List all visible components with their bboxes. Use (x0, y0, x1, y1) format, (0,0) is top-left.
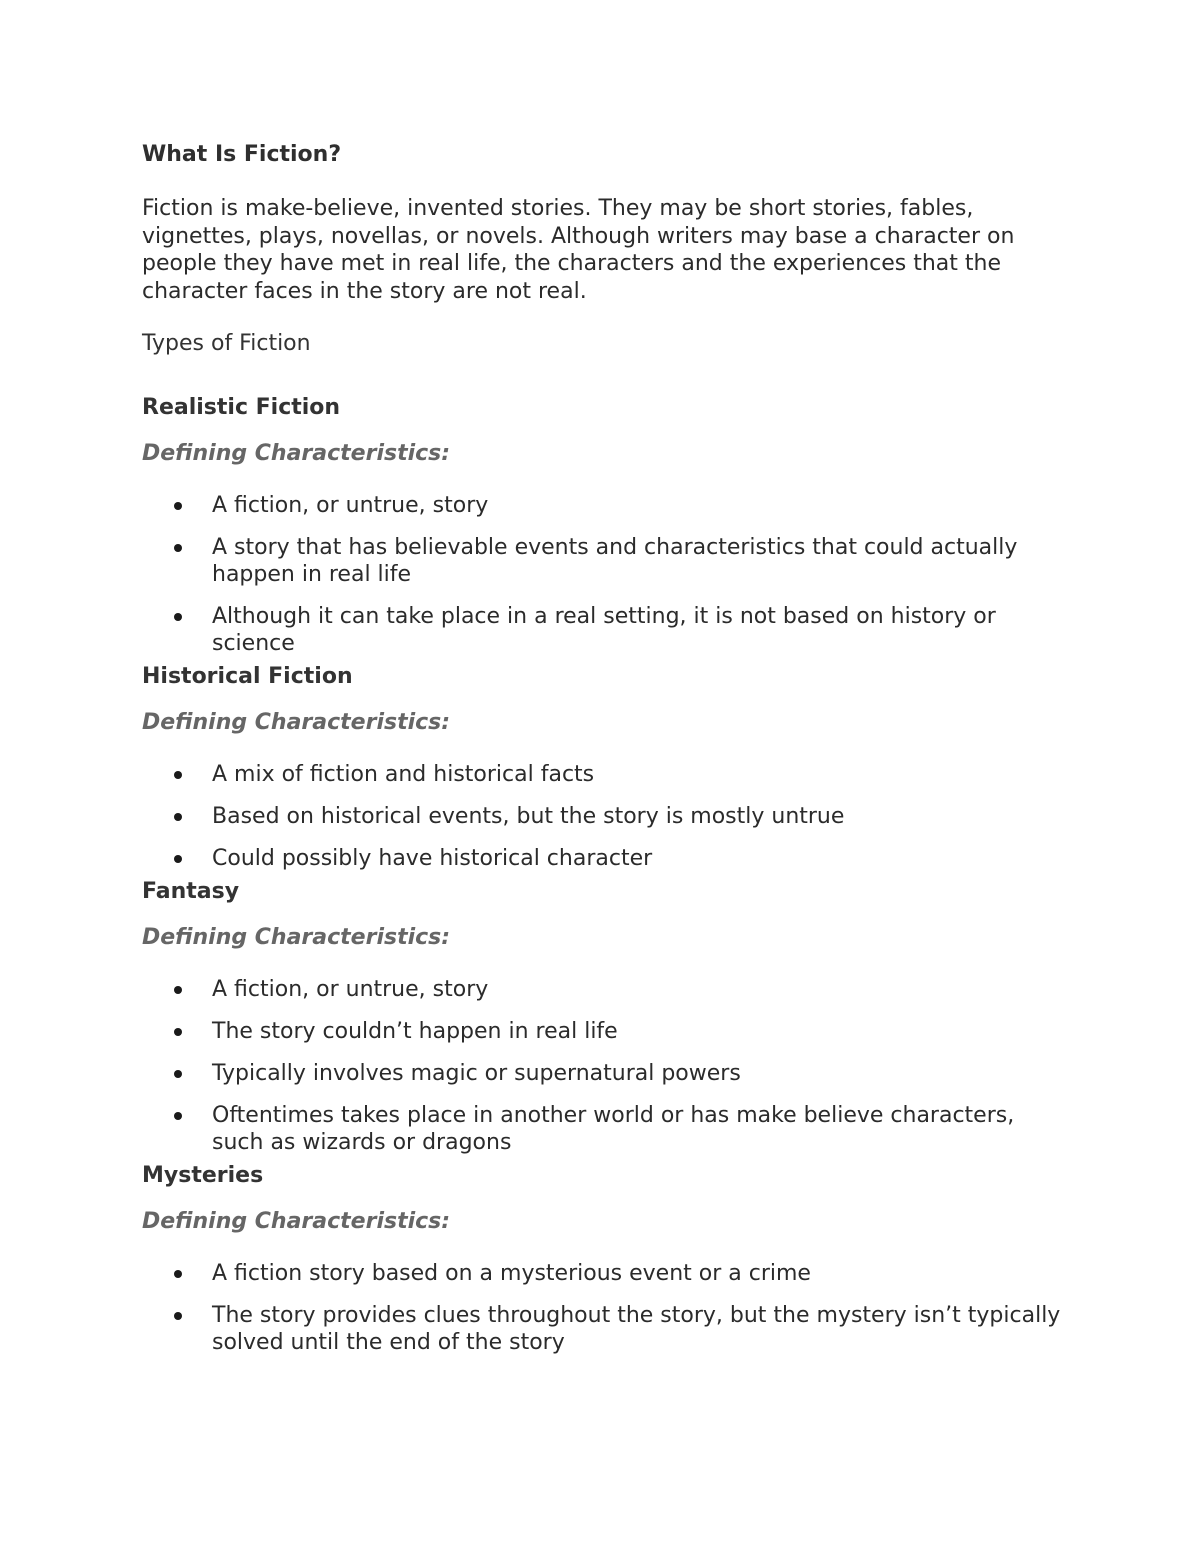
list-item-text: The story provides clues throughout the story, but the mystery isn’t typically solved until the end of the story (212, 1303, 1061, 1355)
list-item (142, 761, 1062, 788)
bullet-icon (174, 813, 182, 821)
bullet-icon (174, 1112, 182, 1120)
bullet-icon (174, 771, 182, 779)
list-item-text: A fiction, or untrue, story (212, 977, 489, 1002)
list-item-text: Typically involves magic or supernatural powers (212, 1061, 741, 1086)
bullet-icon (174, 1028, 182, 1036)
section-title: Historical Fiction (142, 664, 353, 689)
bullet-list (142, 761, 1062, 872)
list-item-text: Could possibly have historical character (212, 846, 653, 871)
list-item-text: A mix of fiction and historical facts (212, 762, 595, 787)
list-item (142, 1260, 1062, 1287)
list-item (142, 492, 1062, 519)
section-subtitle: Defining Characteristics: (142, 441, 451, 466)
section-subtitle: Defining Characteristics: (142, 710, 451, 735)
page-title: What Is Fiction? (142, 142, 342, 167)
section-realistic-fiction (142, 394, 1062, 657)
section-title: Mysteries (142, 1163, 264, 1188)
list-item-text: A story that has believable events and characteristics that could actually happen in real life (212, 535, 1018, 587)
list-item (142, 845, 1062, 872)
bullet-icon (174, 544, 182, 552)
list-item-text: A fiction story based on a mysterious event or a crime (212, 1261, 811, 1286)
list-item-text: A fiction, or untrue, story (212, 493, 489, 518)
bullet-icon (174, 986, 182, 994)
list-item (142, 803, 1062, 830)
bullet-icon (174, 1312, 182, 1320)
section-subtitle: Defining Characteristics: (142, 1209, 451, 1234)
bullet-list (142, 976, 1062, 1156)
section-title: Realistic Fiction (142, 395, 341, 420)
list-item (142, 603, 1062, 657)
list-item (142, 1018, 1062, 1045)
list-item-text: Oftentimes takes place in another world or has make believe characters, such as wizards or dragons (212, 1103, 1015, 1155)
list-item (142, 534, 1062, 588)
bullet-list (142, 1260, 1062, 1356)
section-mysteries (142, 1162, 1062, 1356)
list-item (142, 1060, 1062, 1087)
list-item (142, 1302, 1062, 1356)
bullet-list (142, 492, 1062, 657)
list-item (142, 1102, 1062, 1156)
bullet-icon (174, 502, 182, 510)
list-item (142, 976, 1062, 1003)
bullet-icon (174, 1270, 182, 1278)
section-fantasy (142, 878, 1062, 1156)
bullet-icon (174, 1070, 182, 1078)
section-subtitle: Defining Characteristics: (142, 925, 451, 950)
bullet-icon (174, 855, 182, 863)
intro-paragraph: Fiction is make-believe, invented stories. They may be short stories, fables, vignettes, plays, novellas, or novels. Although writers may base a character on people they have met in real life, the characters and the experiences that the character faces in the story are not real. (142, 196, 1015, 304)
section-title: Fantasy (142, 879, 240, 904)
list-item-text: Based on historical events, but the story is mostly untrue (212, 804, 845, 829)
bullet-icon (174, 613, 182, 621)
document-page (142, 141, 1062, 1362)
types-heading: Types of Fiction (142, 331, 311, 356)
section-historical-fiction (142, 663, 1062, 872)
list-item-text: The story couldn’t happen in real life (212, 1019, 618, 1044)
list-item-text: Although it can take place in a real setting, it is not based on history or science (212, 604, 996, 656)
